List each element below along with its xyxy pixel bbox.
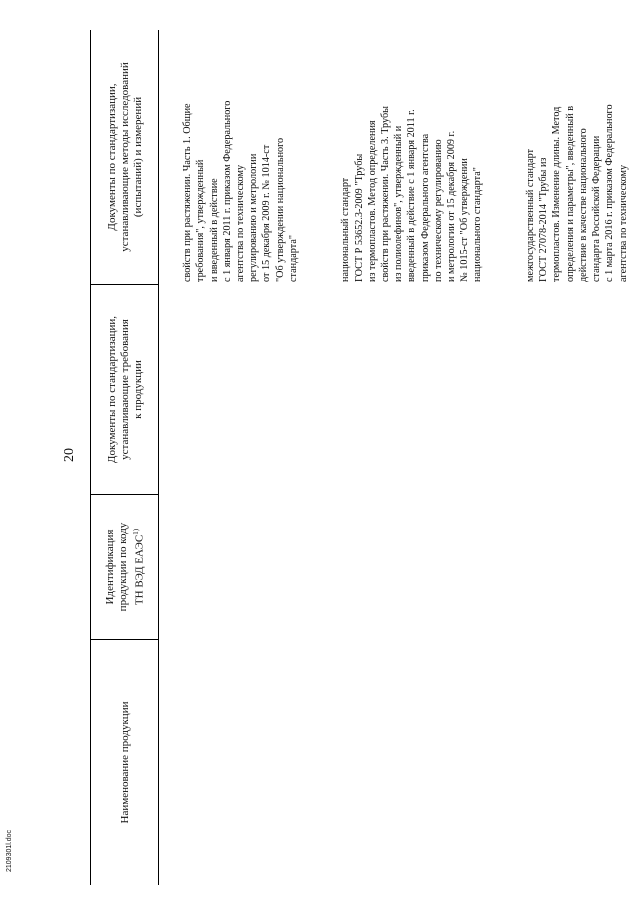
table-top-rule bbox=[90, 30, 91, 885]
method-standard-block: межгосударственный стандарт ГОСТ 27078-2014 "Трубы из термопластов. Изменение длины. Метод определения и параметры", введенный в действие в качестве национального стандарта Российской Федерации с 1 марта 2016 г. приказом Федерального агентства по техническому bbox=[525, 104, 629, 282]
header-product-name bbox=[93, 640, 157, 885]
header-product-name-label: Наименование продукции bbox=[118, 701, 131, 824]
footnote-marker: 1) bbox=[131, 528, 140, 535]
method-standard-block: свойств при растяжении. Часть 1. Общие требования", утвержденный и введенный в действие с 1 января 2011 г. приказом Федерального агентства по техническому регулированию и метрологии от 15 декабря 2009 г. № 1014-ст "Об утверждении национального стандарта" bbox=[182, 100, 299, 282]
spacer bbox=[498, 30, 511, 282]
header-requirement-standards bbox=[93, 285, 157, 494]
spacer bbox=[313, 30, 326, 282]
method-standard-block: национальный стандарт ГОСТ Р 53652.3-2009 "Трубы из термопластов. Метод определения свойств при растяжении. Часть 3. Трубы из полиолефинов", утвержденный и введенный в действие с 1 января 2011 г. приказом Федерального агентства по техническому регулированию и метрологии от 15 декабря 2009 г. № 1015-ст "Об утверждении национального стандарта" bbox=[340, 106, 484, 282]
header-method-standards-label: Документы по стандартизации, устанавливающие методы исследований (испытаний) и измерений bbox=[105, 62, 144, 252]
header-tn-ved-code-text: Идентификация продукции по коду ТН ВЭД ЕАЭС bbox=[103, 522, 146, 612]
methods-cell bbox=[168, 30, 640, 282]
header-requirement-standards-label: Документы по стандартизации, устанавливающие требования к продукции bbox=[105, 315, 144, 464]
header-tn-ved-code-label bbox=[104, 523, 147, 612]
header-method-standards bbox=[93, 30, 157, 284]
header-tn-ved-code bbox=[93, 495, 157, 639]
standards-table bbox=[90, 30, 629, 885]
file-name-footer: 2109301l.doc bbox=[6, 829, 13, 872]
page-number: 20 bbox=[62, 448, 77, 462]
header-bottom-rule bbox=[158, 30, 159, 885]
rotated-page-content bbox=[60, 30, 629, 885]
